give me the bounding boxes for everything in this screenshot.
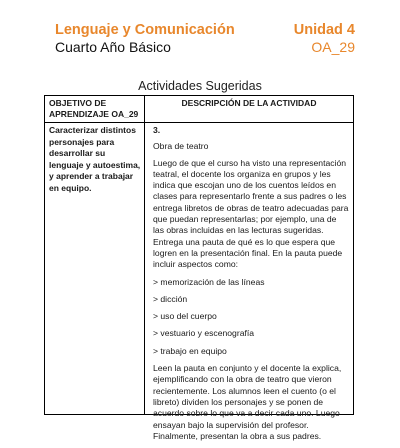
activity-paragraph: Luego de que el curso ha visto una representación teatral, el docente los organiza en grupos y les indica que escojan uno de los cuentos leídos en clases para representarlo frente a sus padres o les entrega libretos de obras de teatro adecuadas para que puedan representarlas; por ejemplo, una de las obras incluidas en las lecturas sugeridas. Entrega una pauta de qué es lo que espera que logren en la presentación final. En la pauta puede incluir aspectos como: — [153, 157, 349, 270]
unit-label: Unidad 4 — [293, 22, 355, 38]
objective-text: Caracterizar distintos personajes para desarrollar su lenguaje y autoestima, y aprender a trabajar en equipo. — [49, 125, 141, 193]
activity-number: 3. — [153, 125, 161, 135]
aspect-item: > vestuario y escenografía — [153, 328, 255, 339]
section-title: Actividades Sugeridas — [138, 79, 262, 93]
activity-description — [153, 125, 349, 448]
document-header — [55, 22, 355, 58]
description-column-header: DESCRIPCIÓN DE LA ACTIVIDAD — [181, 98, 317, 108]
objective-column-header: OBJETIVO DE APRENDIZAJE OA_29 — [49, 98, 139, 119]
activity-paragraph: Leen la pauta en conjunto y el docente la explica, ejemplificando con la obra de teatro que vieron recientemente. Los alumnos leen el cuento (o el libreto) dividen los personajes y se ponen de acuerdo sobre lo que va a decir cada uno. Luego ensayan bajo la supervisión del profesor. Finalmente, presentan la obra a sus padres. — [153, 363, 342, 441]
oa-code: OA_29 — [311, 39, 355, 55]
aspect-item: > uso del cuerpo — [153, 311, 217, 322]
table-header-row — [45, 96, 353, 123]
aspect-item: > dicción — [153, 293, 188, 304]
grade-level: Cuarto Año Básico — [55, 39, 171, 55]
aspect-item: > memorización de las líneas — [153, 276, 265, 287]
column-divider — [144, 96, 145, 414]
subject-title: Lenguaje y Comunicación — [55, 22, 235, 38]
activities-table — [44, 95, 354, 441]
activity-title: Obra de teatro — [153, 141, 209, 152]
aspect-item: > trabajo en equipo — [153, 345, 227, 356]
